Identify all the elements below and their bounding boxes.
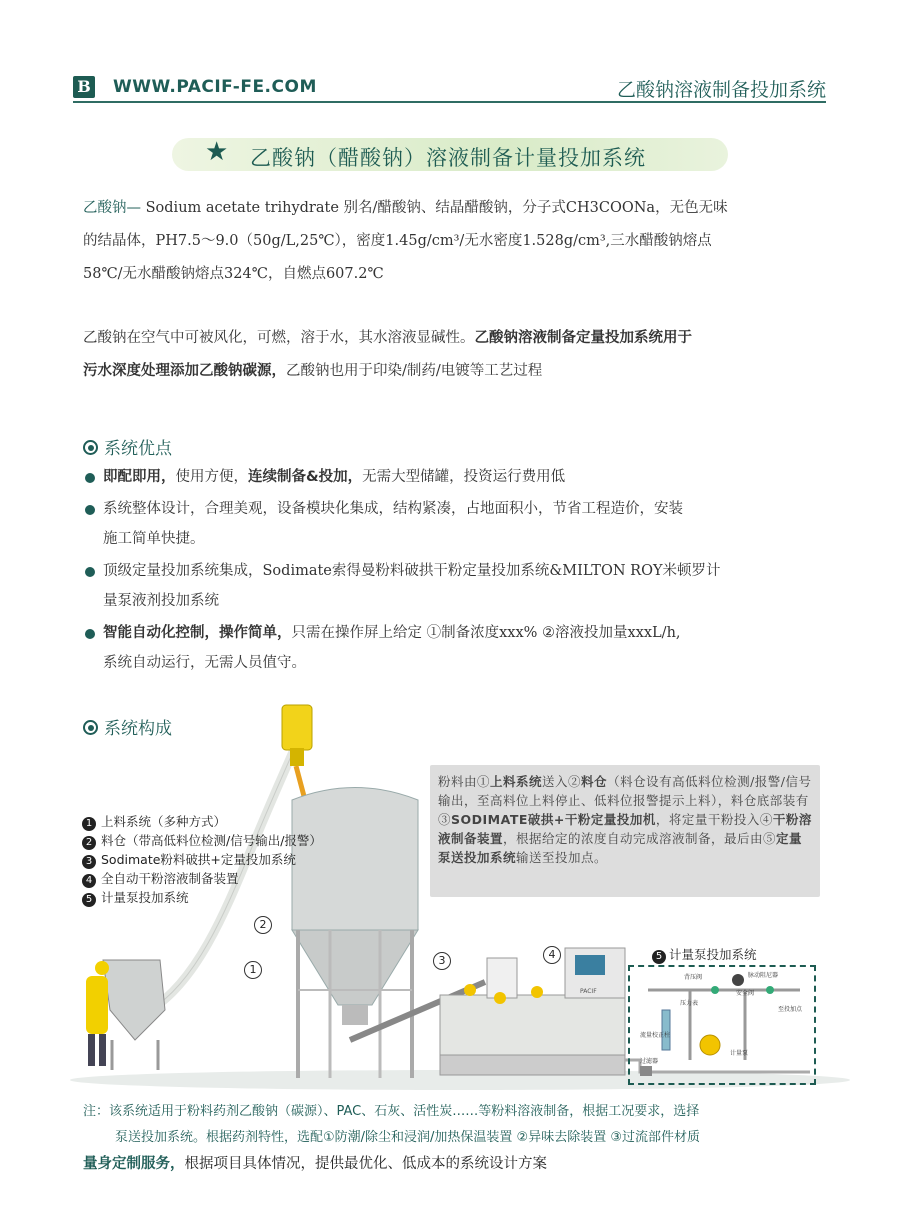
solution-preparation-tank: [440, 995, 625, 1055]
mixer-motor: [494, 992, 506, 1004]
star-icon: ★: [205, 137, 229, 167]
callout-silo: 2: [254, 916, 272, 934]
usage-plain2: 乙酸钠也用于印染/制药/电镀等工艺过程: [286, 363, 543, 379]
intro-line2: 的结晶体，PH7.5～9.0（50g/L,25℃），密度1.45g/cm³/无水密度1.528g/cm³,三水醋酸钠熔点: [83, 233, 712, 249]
item-text2: 无需大型储罐，投资运行费用低: [362, 469, 566, 485]
page-title: 乙酸钠（醋酸钠）溶液制备计量投加系统: [250, 146, 646, 170]
metering-pump-system-box: [628, 965, 816, 1085]
item-bold: 智能自动化控制，操作简单，: [103, 625, 292, 641]
legend-item: 4 全自动干粉溶液制备装置: [82, 869, 322, 888]
pump-box-label: 背压阀: [684, 974, 703, 981]
item-text: 顶级定量投加系统集成，Sodimate索得曼粉料破拱干粉定量投加系统&MILTON ROY米顿罗计: [103, 563, 721, 579]
custom-service-line: [83, 1152, 547, 1173]
pump-box-label: 安全阀: [736, 990, 755, 997]
callout-feeder: 3: [433, 952, 451, 970]
pump-box-label: 过滤器: [640, 1058, 659, 1065]
composition-heading-text: 系统构成: [104, 719, 172, 739]
company-logo: B: [73, 76, 95, 98]
legend-item: 1 上料系统（多种方式）: [82, 812, 322, 831]
panel-brand: PACIF: [580, 988, 597, 995]
header-title: 乙酸钠溶液制备投加系统: [616, 79, 826, 101]
footer-text: 根据项目具体情况，提供最优化、低成本的系统设计方案: [184, 1156, 547, 1172]
touch-screen: [575, 955, 605, 975]
powder-feeder: [487, 958, 517, 998]
intro-line3: 58℃/无水醋酸钠熔点324℃，自燃点607.2℃: [83, 266, 384, 282]
mixer-motor: [464, 984, 476, 996]
usage-bold1: 乙酸钠溶液制备定量投加系统用于: [474, 330, 692, 346]
item-bold: 即配即用，: [103, 469, 176, 485]
worker-helmet: [95, 961, 109, 975]
note-line1: 注：该系统适用于粉料药剂乙酸钠（碳源）、PAC、石灰、活性炭……等粉料溶液制备，根据工况要求，选择: [83, 1104, 700, 1119]
note-line2: 泵送投加系统。根据药剂特性，选配①防潮/除尘和浸润/加热保温装置 ②异味去除装置 ③过流部件材质: [115, 1130, 700, 1145]
legend-item: 3 Sodimate粉料破拱+定量投加系统: [82, 850, 322, 869]
component-legend: [82, 812, 322, 907]
item-text2: 施工简单快捷。: [103, 531, 205, 547]
intro-lead: 乙酸钠—: [83, 200, 146, 216]
mixer-motor: [531, 986, 543, 998]
pump-system-label: 5 计量泵投加系统: [652, 945, 757, 964]
pump-box-label: 至投加点: [778, 1006, 803, 1013]
item-text: 使用方便，: [175, 469, 248, 485]
pump-box-label: 流量校正柱: [640, 1032, 671, 1039]
feed-motor: [282, 705, 312, 750]
pump-box-label: 压力表: [680, 1000, 699, 1007]
worker: [86, 976, 108, 1034]
item-bold2: 连续制备&投加，: [248, 469, 363, 485]
website-url[interactable]: WWW.PACIF-FE.COM: [113, 77, 317, 97]
pump-box-label: 计量泵: [730, 1050, 749, 1057]
footer-bold: 量身定制服务，: [83, 1156, 185, 1172]
application-note: [83, 1099, 843, 1151]
item-text: 只需在操作屏上给定 ①制备浓度xxx% ②溶液投加量xxxL/h,: [291, 625, 681, 641]
intro-line1: Sodium acetate trihydrate 别名/醋酸钠、结晶醋酸钠，分子式CH3COONa，无色无味: [145, 200, 728, 216]
callout-preparation: 4: [543, 946, 561, 964]
usage-plain1: 乙酸钠在空气中可被风化，可燃，溶于水，其水溶液显碱性。: [83, 330, 475, 346]
process-description-text: 粉料由①上料系统送入②料仓（料仓设有高低料位检测/报警/信号输出，至高料位上料停止、低料位报警提示上料），料仓底部装有③SODIMATE破拱+干粉定量投加机，将定量干粉投入④干粉溶液制备装置，根据给定的浓度自动完成溶液制备，最后由⑤定量泵送投加系统输送至投加点。: [438, 774, 812, 865]
item-text: 系统整体设计，合理美观，设备模块化集成，结构紧凑，占地面积小，节省工程造价，安装: [103, 501, 683, 517]
legend-item: 2 料仓（带高低料位检测/信号输出/报警）: [82, 831, 322, 850]
bag-dump-station: [103, 960, 165, 1040]
callout-feed-system: 1: [244, 961, 262, 979]
silo-cone: [292, 930, 418, 1005]
item-text2: 量泵液剂投加系统: [103, 593, 219, 609]
pump-box-label: 脉动阻尼器: [748, 972, 779, 979]
item-text2: 系统自动运行，无需人员值守。: [103, 655, 306, 671]
advantages-heading-text: 系统优点: [104, 439, 172, 459]
silo-outlet: [342, 1005, 368, 1025]
usage-bold2: 污水深度处理添加乙酸钠碳源，: [83, 363, 286, 379]
legend-item: 5 计量泵投加系统: [82, 888, 322, 907]
